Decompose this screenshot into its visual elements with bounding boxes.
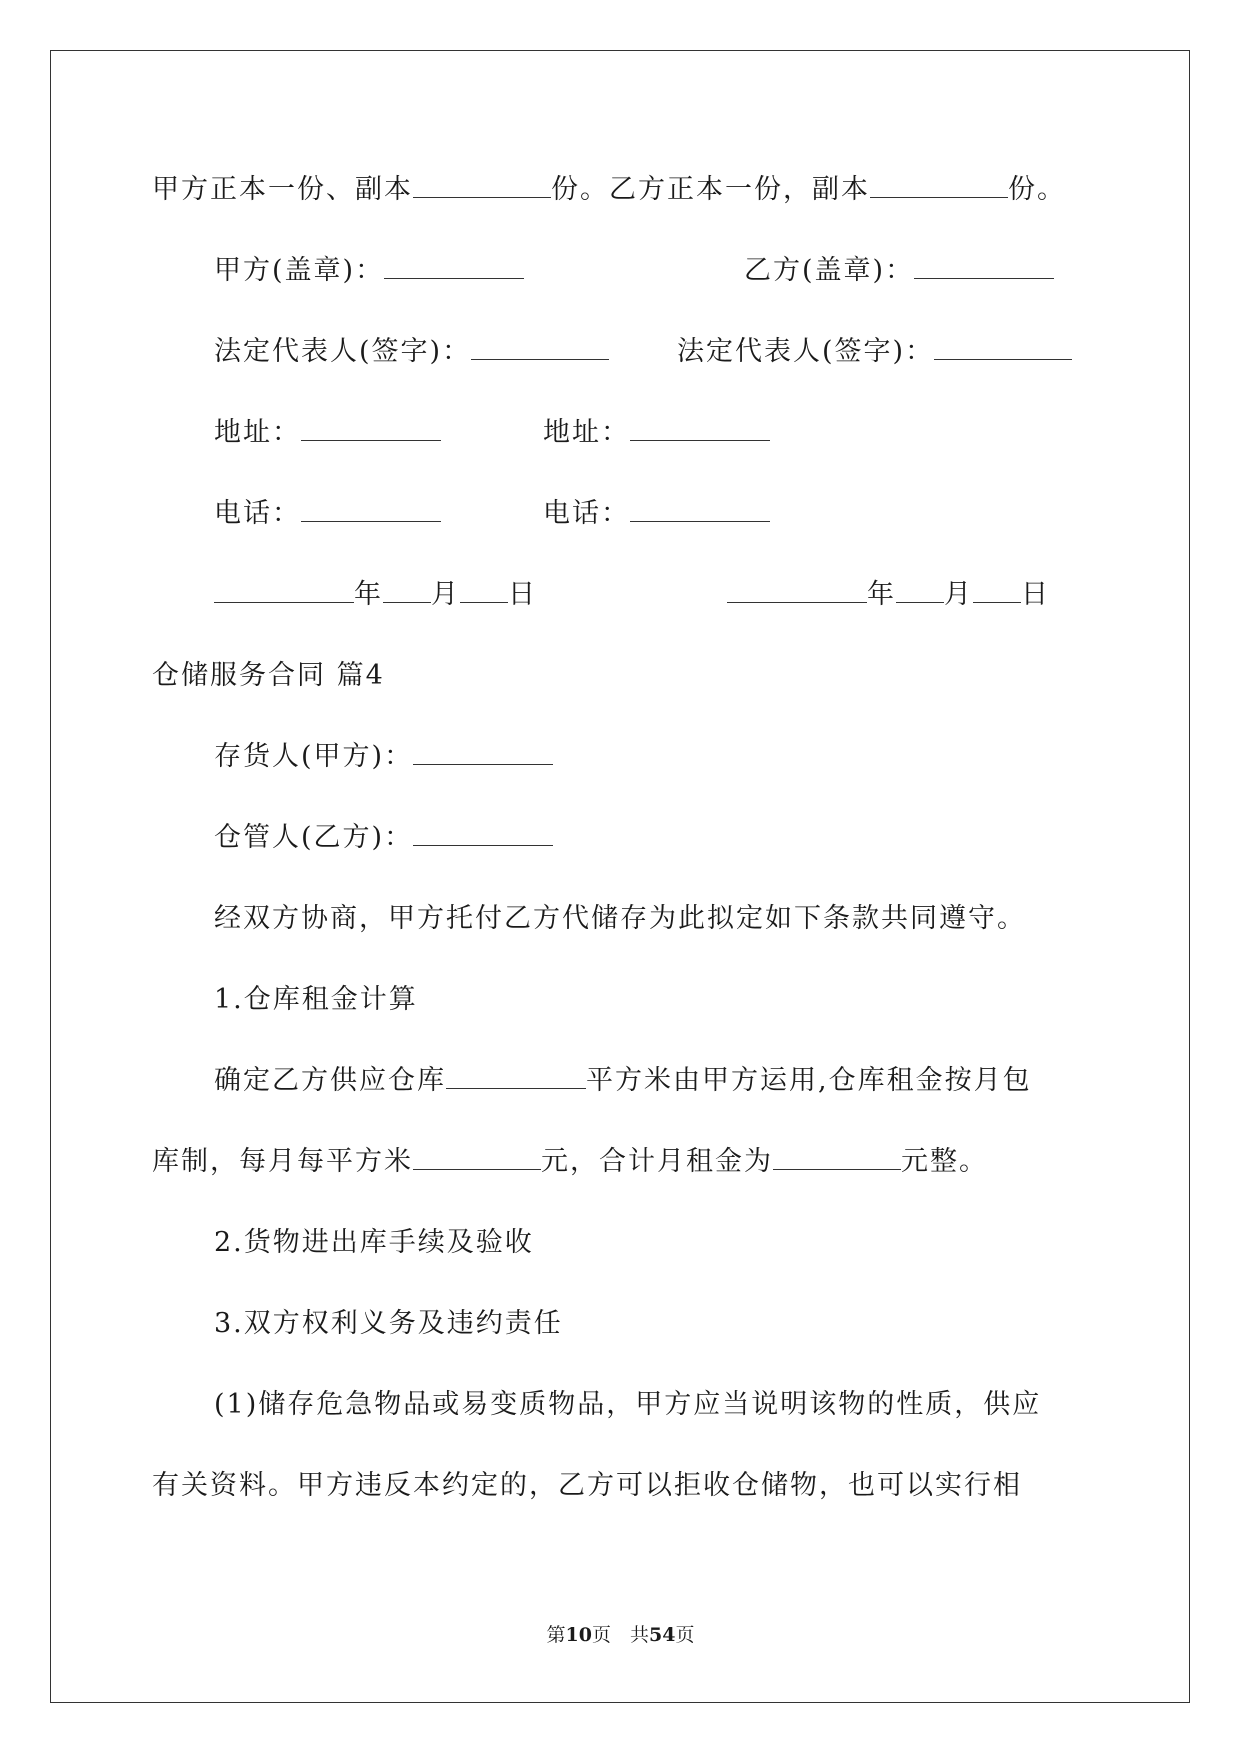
warehouse-keeper-label: 仓管人(乙方)：	[214, 822, 414, 853]
party-b-seal-label: 乙方(盖章)：	[744, 255, 915, 286]
party-a-phone	[214, 494, 441, 534]
footer-prefix: 第	[546, 1624, 566, 1646]
party-b-year-blank[interactable]	[727, 576, 867, 603]
party-a-month-blank[interactable]	[383, 576, 431, 603]
clause-1-body-line-2	[152, 1142, 988, 1182]
party-a-phone-blank[interactable]	[301, 495, 441, 522]
page-border	[50, 50, 1190, 1703]
party-a-representative-blank[interactable]	[471, 333, 609, 360]
warehouse-area-blank[interactable]	[446, 1062, 586, 1089]
day-label: 日	[508, 579, 537, 610]
section-heading-text: 仓储服务合同 篇4	[152, 660, 385, 691]
party-a-year-blank[interactable]	[214, 576, 354, 603]
copies-clause	[152, 170, 1066, 210]
clause-3-item-1-line-1	[214, 1385, 1041, 1425]
clause-1-text-a: 确定乙方供应仓库	[214, 1065, 446, 1096]
clause-1-heading-text: 1.仓库租金计算	[214, 984, 418, 1015]
page-footer	[0, 1622, 1241, 1648]
clause-1-heading	[214, 980, 418, 1020]
party-b-seal-blank[interactable]	[914, 252, 1054, 279]
day-label: 日	[1021, 579, 1050, 610]
warehouse-keeper-blank[interactable]	[413, 819, 553, 846]
month-label: 月	[431, 579, 460, 610]
copies-text-a: 甲方正本一份、副本	[152, 174, 413, 205]
clause-3-heading-text: 3.双方权利义务及违约责任	[214, 1308, 563, 1339]
party-b-representative	[677, 332, 1072, 372]
total-page-count: 54	[649, 1624, 676, 1646]
party-a-address-label: 地址：	[214, 417, 301, 448]
clause-2-heading	[214, 1223, 534, 1263]
party-b-representative-label: 法定代表人(签字)：	[677, 336, 935, 367]
party-a-day-blank[interactable]	[460, 576, 508, 603]
copies-text-b: 份。乙方正本一份，副本	[551, 174, 870, 205]
party-b-address-blank[interactable]	[630, 414, 770, 441]
current-page-number: 10	[565, 1624, 592, 1646]
preamble	[214, 899, 1026, 939]
clause-3-item-1-line-2	[152, 1466, 1022, 1506]
party-b-phone-blank[interactable]	[630, 495, 770, 522]
year-label: 年	[867, 579, 896, 610]
party-b-day-blank[interactable]	[973, 576, 1021, 603]
party-a-representative-label: 法定代表人(签字)：	[214, 336, 472, 367]
party-a-address-blank[interactable]	[301, 414, 441, 441]
party-b-address-label: 地址：	[543, 417, 630, 448]
monthly-rent-blank[interactable]	[773, 1143, 901, 1170]
party-a-seal	[214, 251, 524, 291]
clause-1-text-e: 元整。	[901, 1146, 988, 1177]
depositor	[214, 737, 553, 777]
party-a-representative	[214, 332, 609, 372]
clause-3-heading	[214, 1304, 563, 1344]
month-label: 月	[944, 579, 973, 610]
depositor-blank[interactable]	[413, 738, 553, 765]
clause-1-text-d: 元，合计月租金为	[541, 1146, 773, 1177]
clause-1-text-c: 库制，每月每平方米	[152, 1146, 413, 1177]
party-a-date	[214, 575, 537, 615]
party-a-address	[214, 413, 441, 453]
clause-1-body-line-1	[214, 1061, 1032, 1101]
party-b-phone-label: 电话：	[543, 498, 630, 529]
depositor-label: 存货人(甲方)：	[214, 741, 414, 772]
unit-rent-blank[interactable]	[413, 1143, 541, 1170]
warehouse-keeper	[214, 818, 553, 858]
party-b-seal	[744, 251, 1054, 291]
party-a-phone-label: 电话：	[214, 498, 301, 529]
copies-blank-1[interactable]	[413, 171, 551, 198]
copies-blank-2[interactable]	[870, 171, 1008, 198]
preamble-text: 经双方协商，甲方托付乙方代储存为此拟定如下条款共同遵守。	[214, 903, 1026, 934]
section-heading	[152, 656, 385, 696]
footer-mid: 页 共	[591, 1624, 649, 1646]
clause-3-item-1-text-cont: 有关资料。甲方违反本约定的，乙方可以拒收仓储物，也可以实行相	[152, 1470, 1022, 1501]
clause-3-item-1-text: (1)储存危急物品或易变质物品，甲方应当说明该物的性质，供应	[214, 1389, 1042, 1420]
party-b-address	[543, 413, 770, 453]
party-a-seal-label: 甲方(盖章)：	[214, 255, 385, 286]
party-b-phone	[543, 494, 770, 534]
party-b-representative-blank[interactable]	[934, 333, 1072, 360]
party-b-month-blank[interactable]	[896, 576, 944, 603]
clause-2-heading-text: 2.货物进出库手续及验收	[214, 1227, 534, 1258]
party-a-seal-blank[interactable]	[384, 252, 524, 279]
copies-text-c: 份。	[1008, 174, 1066, 205]
year-label: 年	[354, 579, 383, 610]
party-b-date	[727, 575, 1050, 615]
clause-1-text-b: 平方米由甲方运用,仓库租金按月包	[586, 1065, 1032, 1096]
footer-suffix: 页	[675, 1624, 695, 1646]
